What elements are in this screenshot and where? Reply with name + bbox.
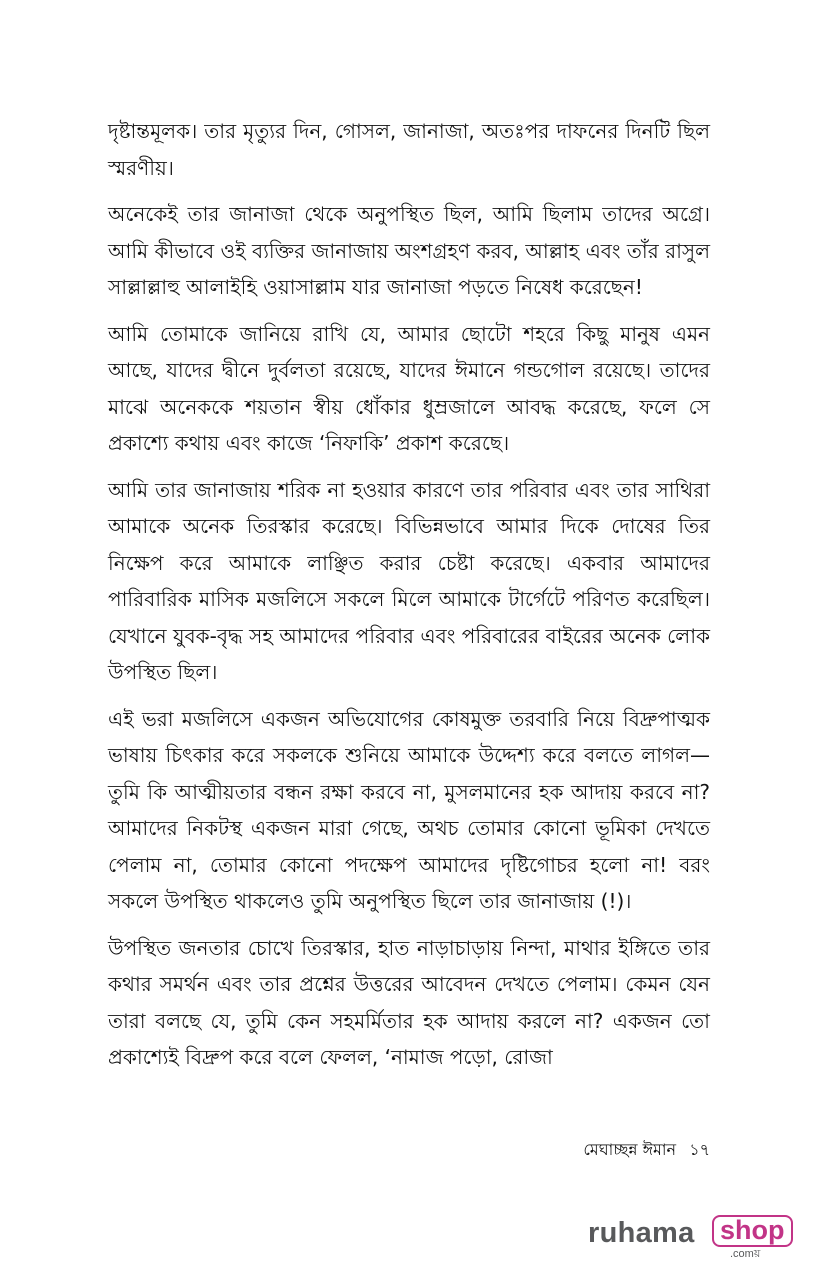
page-number: ১৭ [689,1140,710,1159]
paragraph-6: উপস্থিত জনতার চোখে তিরস্কার, হাত নাড়াচাড়ায় নিন্দা, মাথার ইঙ্গিতে তার কথার সমর্থন এবং তার প্রশ্নের উত্তরের আবেদন দেখতে পেলাম। কেমন যেন তারা বলছে যে, তুমি কেন সহমর্মিতার হক আদায় করলে না? একজন তো প্রকাশ্যেই বিদ্রুপ করে বলে ফেলল, ‘নামাজ পড়ো, রোজা [108,935,710,1069]
logo-domain-text: .comয় [730,1248,761,1260]
paragraph-1: দৃষ্টান্তমূলক। তার মৃত্যুর দিন, গোসল, জানাজা, অতঃপর দাফনের দিনটি ছিল স্মরণীয়। [108,119,710,180]
paragraph-4: আমি তার জানাজায় শরিক না হওয়ার কারণে তার পরিবার এবং তার সাথিরা আমাকে অনেক তিরস্কার করেছে। বিভিন্নভাবে আমার দিকে দোষের তির নিক্ষেপ করে আমাকে লাঞ্ছিত করার চেষ্টা করেছে। একবার আমাদের পারিবারিক মাসিক মজলিসে সকলে মিলে আমাকে টার্গেটে পরিণত করেছিল। যেখানে যুবক-বৃদ্ধ সহ আমাদের পরিবার এবং পরিবারের বাইরের অনেক লোক উপস্থিত ছিল। [108,477,710,684]
page-footer [583,1138,710,1162]
ruhamashop-watermark-logo [588,1212,785,1262]
logo-shop-text: shop [720,1215,785,1245]
logo-shop-badge [712,1215,793,1247]
paragraph-5: এই ভরা মজলিসে একজন অভিযোগের কোষমুক্ত তরবারি নিয়ে বিদ্রুপাত্মক ভাষায় চিৎকার করে সকলকে শুনিয়ে আমাকে উদ্দেশ্য করে বলতে লাগল—তুমি কি আত্মীয়তার বন্ধন রক্ষা করবে না, মুসলমানের হক আদায় করবে না? আমাদের নিকটস্থ একজন মারা গেছে, অথচ তোমার কোনো ভূমিকা দেখতে পেলাম না, তোমার কোনো পদক্ষেপ আমাদের দৃষ্টিগোচর হলো না! বরং সকলে উপস্থিত থাকলেও তুমি অনুপস্থিত ছিলে তার জানাজায় (!)। [108,706,710,913]
paragraph-3: আমি তোমাকে জানিয়ে রাখি যে, আমার ছোটো শহরে কিছু মানুষ এমন আছে, যাদের দ্বীনে দুর্বলতা রয়েছে, যাদের ঈমানে গন্ডগোল রয়েছে। তাদের মাঝে অনেককে শয়তান স্বীয় ধোঁকার ধুম্রজালে আবদ্ধ করেছে, ফলে সে প্রকাশ্যে কথায় এবং কাজে ‘নিফাকি’ প্রকাশ করেছে। [108,321,710,455]
paragraph-2: অনেকেই তার জানাজা থেকে অনুপস্থিত ছিল, আমি ছিলাম তাদের অগ্রে। আমি কীভাবে ওই ব্যক্তির জানাজায় অংশগ্রহণ করব, আল্লাহ এবং তাঁর রাসুল সাল্লাল্লাহু আলাইহি ওয়াসাল্লাম যার জানাজা পড়তে নিষেধ করেছেন! [108,202,710,299]
running-title: মেঘাচ্ছন্ন ঈমান [583,1140,677,1159]
page-body [108,113,710,1086]
logo-ruhama-text: ruhama [588,1217,695,1249]
